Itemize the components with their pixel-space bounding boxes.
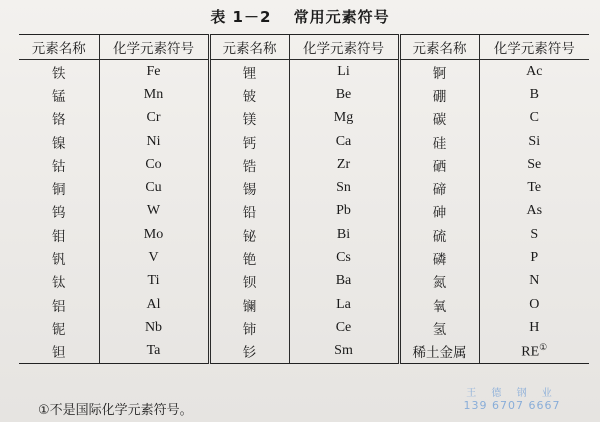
element-symbol-cell bbox=[479, 60, 589, 84]
element-name-cell: 锕 bbox=[399, 60, 479, 84]
element-symbol-cell bbox=[289, 153, 399, 176]
element-symbol-cell bbox=[99, 200, 209, 223]
element-symbol: B bbox=[529, 86, 539, 102]
table-row bbox=[19, 200, 589, 223]
header-chemical-symbol: 化学元素符号 bbox=[289, 35, 399, 60]
element-name-cell: 砷 bbox=[399, 200, 479, 223]
header-element-name: 元素名称 bbox=[19, 35, 99, 60]
element-name-cell: 氮 bbox=[399, 270, 479, 293]
element-symbol: Zr bbox=[336, 156, 351, 172]
element-name-cell: 铯 bbox=[209, 246, 289, 269]
element-symbol-cell bbox=[479, 107, 589, 130]
element-name-cell: 钨 bbox=[52, 205, 66, 222]
element-symbol-cell bbox=[479, 270, 589, 293]
element-symbol-cell bbox=[479, 83, 589, 106]
element-symbol-cell bbox=[479, 246, 589, 269]
element-name-cell: 氢 bbox=[399, 316, 479, 339]
element-symbol-cell bbox=[289, 270, 399, 293]
element-name-cell: 磷 bbox=[399, 246, 479, 269]
element-symbol: Fe bbox=[146, 63, 161, 79]
element-symbol: N bbox=[529, 273, 540, 289]
element-symbol: Ce bbox=[335, 319, 352, 335]
element-symbol: Ta bbox=[146, 343, 161, 359]
element-name-cell: 硒 bbox=[399, 153, 479, 176]
table-number: 表 1－2 bbox=[210, 8, 272, 26]
element-symbol-cell bbox=[289, 246, 399, 269]
element-symbol: Co bbox=[145, 156, 162, 172]
element-name-cell: 铅 bbox=[209, 200, 289, 223]
table-row bbox=[19, 107, 589, 130]
footnote-marker: ① bbox=[539, 341, 548, 352]
element-symbol-cell bbox=[479, 293, 589, 316]
footnote: ①不是国际化学元素符号。 bbox=[38, 403, 193, 418]
element-symbol-cell bbox=[99, 83, 209, 106]
table-caption: 常用元素符号 bbox=[293, 8, 390, 26]
element-symbol-cell bbox=[289, 223, 399, 246]
element-name-cell: 硅 bbox=[399, 130, 479, 153]
header-chemical-symbol: 化学元素符号 bbox=[99, 35, 209, 60]
stamp-line-1: 王 德 钢 业 bbox=[466, 388, 558, 399]
element-symbol-cell bbox=[99, 246, 209, 269]
element-symbol: Si bbox=[528, 133, 541, 149]
element-name-cell: 硫 bbox=[399, 223, 479, 246]
element-name-cell: 铁 bbox=[52, 65, 66, 82]
element-symbol-cell bbox=[99, 223, 209, 246]
element-symbol: Ac bbox=[526, 63, 543, 79]
element-name-cell: 锂 bbox=[209, 60, 289, 84]
table-row bbox=[19, 340, 589, 364]
element-symbol-cell bbox=[289, 130, 399, 153]
element-symbol-cell bbox=[99, 60, 209, 84]
element-symbol: P bbox=[530, 250, 539, 266]
element-symbol-cell bbox=[289, 293, 399, 316]
element-symbol: Ca bbox=[335, 133, 352, 149]
element-name-cell: 钒 bbox=[52, 252, 66, 269]
element-symbol-cell bbox=[99, 176, 209, 199]
element-symbol: Cs bbox=[336, 250, 351, 266]
header-element-name: 元素名称 bbox=[399, 35, 479, 60]
element-symbol: RE bbox=[521, 344, 540, 360]
seller-stamp bbox=[452, 384, 572, 412]
table-row bbox=[19, 293, 589, 316]
element-symbol: Ba bbox=[335, 273, 352, 289]
table-title bbox=[0, 6, 600, 27]
element-symbol-cell bbox=[289, 176, 399, 199]
element-symbol: Mn bbox=[143, 86, 164, 102]
element-symbol: W bbox=[146, 203, 161, 219]
element-symbol: Sm bbox=[334, 343, 353, 359]
element-name-cell: 镍 bbox=[52, 135, 66, 152]
element-name-cell: 铍 bbox=[209, 83, 289, 106]
table-row bbox=[19, 246, 589, 269]
element-symbol-cell bbox=[99, 340, 209, 364]
table-row bbox=[19, 83, 589, 106]
table-row bbox=[19, 223, 589, 246]
element-symbol-cell bbox=[479, 223, 589, 246]
element-symbol-cell bbox=[99, 107, 209, 130]
element-symbol: Cr bbox=[146, 110, 161, 126]
element-name-cell: 钙 bbox=[209, 130, 289, 153]
element-symbol: Be bbox=[335, 86, 352, 102]
element-symbol-cell bbox=[99, 293, 209, 316]
element-symbol-cell bbox=[289, 340, 399, 364]
element-symbol: Li bbox=[337, 63, 350, 79]
element-symbol: Ti bbox=[147, 273, 160, 289]
element-symbol-cell bbox=[479, 153, 589, 176]
element-symbol: C bbox=[529, 110, 539, 126]
element-name-cell: 钡 bbox=[209, 270, 289, 293]
element-symbol: O bbox=[529, 296, 540, 312]
element-symbol-cell bbox=[99, 130, 209, 153]
element-symbol: Pb bbox=[336, 203, 351, 219]
element-symbol-table bbox=[19, 34, 589, 364]
stamp-line-2: 139 6707 6667 bbox=[463, 399, 561, 412]
element-symbol: Mg bbox=[333, 110, 354, 126]
element-symbol-cell bbox=[289, 60, 399, 84]
element-name-cell: 钐 bbox=[209, 340, 289, 364]
element-name-cell: 铝 bbox=[52, 298, 66, 315]
element-name-cell: 铋 bbox=[209, 223, 289, 246]
element-symbol: Te bbox=[527, 180, 542, 196]
element-symbol: La bbox=[336, 296, 351, 312]
element-symbol-cell bbox=[479, 130, 589, 153]
element-symbol-cell bbox=[479, 316, 589, 339]
element-name-cell: 碲 bbox=[399, 176, 479, 199]
element-symbol-cell bbox=[99, 316, 209, 339]
element-symbol-cell bbox=[289, 107, 399, 130]
element-symbol: S bbox=[530, 226, 539, 242]
table-row bbox=[19, 270, 589, 293]
element-name-cell: 铜 bbox=[52, 182, 66, 199]
element-symbol: V bbox=[148, 250, 159, 266]
element-symbol-cell bbox=[479, 340, 589, 364]
table-row bbox=[19, 176, 589, 199]
element-symbol: H bbox=[529, 319, 540, 335]
element-symbol-cell bbox=[289, 200, 399, 223]
element-symbol: Ni bbox=[146, 133, 161, 149]
element-symbol-cell bbox=[479, 176, 589, 199]
element-symbol-cell bbox=[99, 270, 209, 293]
element-name-cell: 碳 bbox=[399, 107, 479, 130]
element-name-cell: 铌 bbox=[52, 321, 66, 338]
header-element-name: 元素名称 bbox=[209, 35, 289, 60]
table-row bbox=[19, 60, 589, 84]
element-symbol-cell bbox=[289, 83, 399, 106]
element-symbol: Mo bbox=[143, 226, 164, 242]
element-name-cell: 稀土金属 bbox=[399, 340, 479, 364]
element-symbol: Nb bbox=[144, 319, 163, 335]
element-name-cell: 锆 bbox=[209, 153, 289, 176]
element-name-cell: 锰 bbox=[52, 88, 66, 105]
table-row bbox=[19, 130, 589, 153]
element-name-cell: 镁 bbox=[209, 107, 289, 130]
element-name-cell: 钼 bbox=[52, 228, 66, 245]
element-symbol-cell bbox=[99, 153, 209, 176]
element-symbol: Sn bbox=[336, 180, 351, 196]
element-name-cell: 硼 bbox=[399, 83, 479, 106]
element-symbol-cell bbox=[289, 316, 399, 339]
element-symbol: As bbox=[526, 203, 543, 219]
table-body bbox=[19, 60, 589, 364]
element-name-cell: 钴 bbox=[52, 158, 66, 175]
element-name-cell: 镧 bbox=[209, 293, 289, 316]
element-symbol: Se bbox=[527, 156, 542, 172]
element-symbol: Al bbox=[146, 296, 161, 312]
element-symbol: Bi bbox=[336, 226, 351, 242]
element-name-cell: 锡 bbox=[209, 176, 289, 199]
element-name-cell: 铈 bbox=[209, 316, 289, 339]
element-symbol: Cu bbox=[145, 180, 162, 196]
element-name-cell: 钛 bbox=[52, 275, 66, 292]
element-name-cell: 铬 bbox=[52, 112, 66, 129]
table-row bbox=[19, 153, 589, 176]
table-row bbox=[19, 316, 589, 339]
element-name-cell: 钽 bbox=[19, 340, 99, 364]
element-name-cell: 氧 bbox=[399, 293, 479, 316]
header-chemical-symbol: 化学元素符号 bbox=[479, 35, 589, 60]
element-symbol-cell bbox=[479, 200, 589, 223]
